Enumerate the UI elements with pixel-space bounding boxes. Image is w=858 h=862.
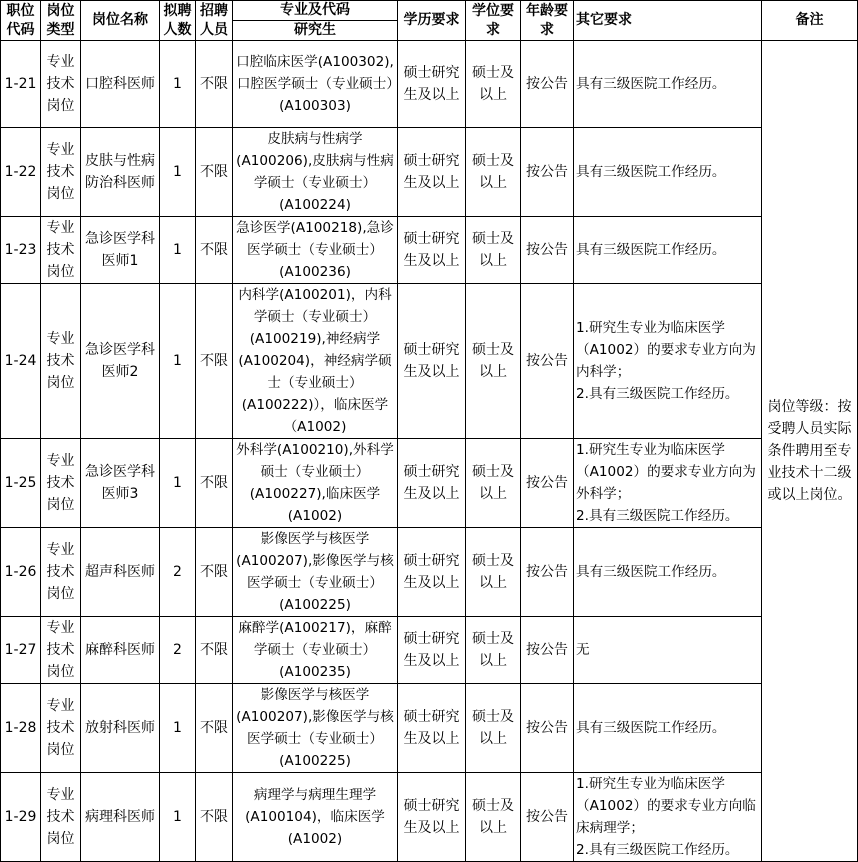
row-major: 急诊医学(A100218),急诊医学硕士（专业硕士）(A100236) xyxy=(233,217,398,284)
row-recruit: 不限 xyxy=(196,439,233,528)
row-age: 按公告 xyxy=(521,617,574,684)
table-row xyxy=(1,284,858,439)
row-education: 硕士研究生及以上 xyxy=(398,684,466,773)
row-type: 专业技术岗位 xyxy=(41,684,81,773)
row-type: 专业技术岗位 xyxy=(41,439,81,528)
table-row xyxy=(1,128,858,217)
row-education: 硕士研究生及以上 xyxy=(398,217,466,284)
row-name: 急诊医学科医师1 xyxy=(81,217,160,284)
row-recruit: 不限 xyxy=(196,773,233,862)
row-other: 具有三级医院工作经历。 xyxy=(574,217,762,284)
row-age: 按公告 xyxy=(521,217,574,284)
table-row xyxy=(1,773,858,862)
row-other: 具有三级医院工作经历。 xyxy=(574,528,762,617)
row-name: 皮肤与性病防治科医师 xyxy=(81,128,160,217)
row-degree: 硕士及以上 xyxy=(466,128,521,217)
row-major: 内科学(A100201)，内科学硕士（专业硕士）(A100219),神经病学(A100204)，神经病学硕士（专业硕士）(A100222)），临床医学（A1002) xyxy=(233,284,398,439)
row-count: 1 xyxy=(160,41,196,128)
header-type: 岗位类型 xyxy=(41,1,81,41)
row-name: 口腔科医师 xyxy=(81,41,160,128)
row-other: 无 xyxy=(574,617,762,684)
row-education: 硕士研究生及以上 xyxy=(398,41,466,128)
row-degree: 硕士及以上 xyxy=(466,773,521,862)
header-code: 职位代码 xyxy=(1,1,41,41)
row-degree: 硕士及以上 xyxy=(466,284,521,439)
row-count: 1 xyxy=(160,217,196,284)
row-degree: 硕士及以上 xyxy=(466,528,521,617)
row-major: 影像医学与核医学(A100207),影像医学与核医学硕士（专业硕士）(A100225) xyxy=(233,684,398,773)
table-row xyxy=(1,217,858,284)
row-education: 硕士研究生及以上 xyxy=(398,439,466,528)
row-code: 1-23 xyxy=(1,217,41,284)
table-row xyxy=(1,617,858,684)
header-degree: 学位要求 xyxy=(466,1,521,41)
row-other: 1.研究生专业为临床医学（A1002）的要求专业方向为内科学； 2.具有三级医院工作经历。 xyxy=(574,284,762,439)
row-major: 外科学(A100210),外科学硕士（专业硕士）(A100227),临床医学(A1002) xyxy=(233,439,398,528)
header-education: 学历要求 xyxy=(398,1,466,41)
row-type: 专业技术岗位 xyxy=(41,528,81,617)
row-code: 1-27 xyxy=(1,617,41,684)
row-recruit: 不限 xyxy=(196,128,233,217)
row-code: 1-24 xyxy=(1,284,41,439)
row-age: 按公告 xyxy=(521,773,574,862)
header-note: 备注 xyxy=(762,1,858,41)
row-age: 按公告 xyxy=(521,284,574,439)
row-major: 影像医学与核医学(A100207),影像医学与核医学硕士（专业硕士）(A100225) xyxy=(233,528,398,617)
row-name: 放射科医师 xyxy=(81,684,160,773)
row-other: 1.研究生专业为临床医学（A1002）的要求专业方向临床病理学； 2.具有三级医院工作经历。 xyxy=(574,773,762,862)
row-recruit: 不限 xyxy=(196,617,233,684)
table-row xyxy=(1,684,858,773)
row-type: 专业技术岗位 xyxy=(41,617,81,684)
row-count: 1 xyxy=(160,684,196,773)
row-count: 2 xyxy=(160,528,196,617)
row-other: 具有三级医院工作经历。 xyxy=(574,41,762,128)
row-degree: 硕士及以上 xyxy=(466,684,521,773)
row-type: 专业技术岗位 xyxy=(41,773,81,862)
header-count: 拟聘人数 xyxy=(160,1,196,41)
table-row xyxy=(1,41,858,128)
row-degree: 硕士及以上 xyxy=(466,439,521,528)
row-count: 1 xyxy=(160,773,196,862)
row-education: 硕士研究生及以上 xyxy=(398,617,466,684)
row-code: 1-22 xyxy=(1,128,41,217)
row-degree: 硕士及以上 xyxy=(466,217,521,284)
header-recruit: 招聘人员 xyxy=(196,1,233,41)
row-age: 按公告 xyxy=(521,439,574,528)
header-other: 其它要求 xyxy=(574,1,762,41)
row-code: 1-26 xyxy=(1,528,41,617)
row-name: 超声科医师 xyxy=(81,528,160,617)
row-major: 皮肤病与性病学(A100206),皮肤病与性病学硕士（专业硕士）(A100224) xyxy=(233,128,398,217)
row-name: 急诊医学科医师3 xyxy=(81,439,160,528)
row-education: 硕士研究生及以上 xyxy=(398,773,466,862)
row-other: 具有三级医院工作经历。 xyxy=(574,684,762,773)
header-major-sub: 研究生 xyxy=(233,21,398,41)
row-count: 1 xyxy=(160,128,196,217)
row-code: 1-29 xyxy=(1,773,41,862)
row-age: 按公告 xyxy=(521,528,574,617)
row-code: 1-25 xyxy=(1,439,41,528)
row-education: 硕士研究生及以上 xyxy=(398,528,466,617)
row-name: 麻醉科医师 xyxy=(81,617,160,684)
row-recruit: 不限 xyxy=(196,217,233,284)
header-major: 专业及代码 xyxy=(233,1,398,21)
row-code: 1-28 xyxy=(1,684,41,773)
header-name: 岗位名称 xyxy=(81,1,160,41)
row-other: 1.研究生专业为临床医学（A1002）的要求专业方向为外科学； 2.具有三级医院工作经历。 xyxy=(574,439,762,528)
row-major: 病理学与病理生理学(A100104)，临床医学(A1002) xyxy=(233,773,398,862)
row-note: 岗位等级：按受聘人员实际条件聘用至专业技术十二级或以上岗位。 xyxy=(762,41,858,862)
row-count: 2 xyxy=(160,617,196,684)
row-count: 1 xyxy=(160,284,196,439)
row-code: 1-21 xyxy=(1,41,41,128)
table-row xyxy=(1,528,858,617)
row-degree: 硕士及以上 xyxy=(466,41,521,128)
row-recruit: 不限 xyxy=(196,284,233,439)
row-education: 硕士研究生及以上 xyxy=(398,128,466,217)
row-age: 按公告 xyxy=(521,128,574,217)
row-type: 专业技术岗位 xyxy=(41,128,81,217)
row-type: 专业技术岗位 xyxy=(41,284,81,439)
row-other: 具有三级医院工作经历。 xyxy=(574,128,762,217)
row-degree: 硕士及以上 xyxy=(466,617,521,684)
row-name: 急诊医学科医师2 xyxy=(81,284,160,439)
row-age: 按公告 xyxy=(521,684,574,773)
row-age: 按公告 xyxy=(521,41,574,128)
row-major: 口腔临床医学(A100302),口腔医学硕士（专业硕士）(A100303) xyxy=(233,41,398,128)
row-type: 专业技术岗位 xyxy=(41,217,81,284)
row-education: 硕士研究生及以上 xyxy=(398,284,466,439)
row-count: 1 xyxy=(160,439,196,528)
row-type: 专业技术岗位 xyxy=(41,41,81,128)
row-recruit: 不限 xyxy=(196,41,233,128)
table-row xyxy=(1,439,858,528)
row-name: 病理科医师 xyxy=(81,773,160,862)
row-recruit: 不限 xyxy=(196,528,233,617)
row-recruit: 不限 xyxy=(196,684,233,773)
row-major: 麻醉学(A100217)，麻醉学硕士（专业硕士）(A100235) xyxy=(233,617,398,684)
header-age: 年龄要求 xyxy=(521,1,574,41)
